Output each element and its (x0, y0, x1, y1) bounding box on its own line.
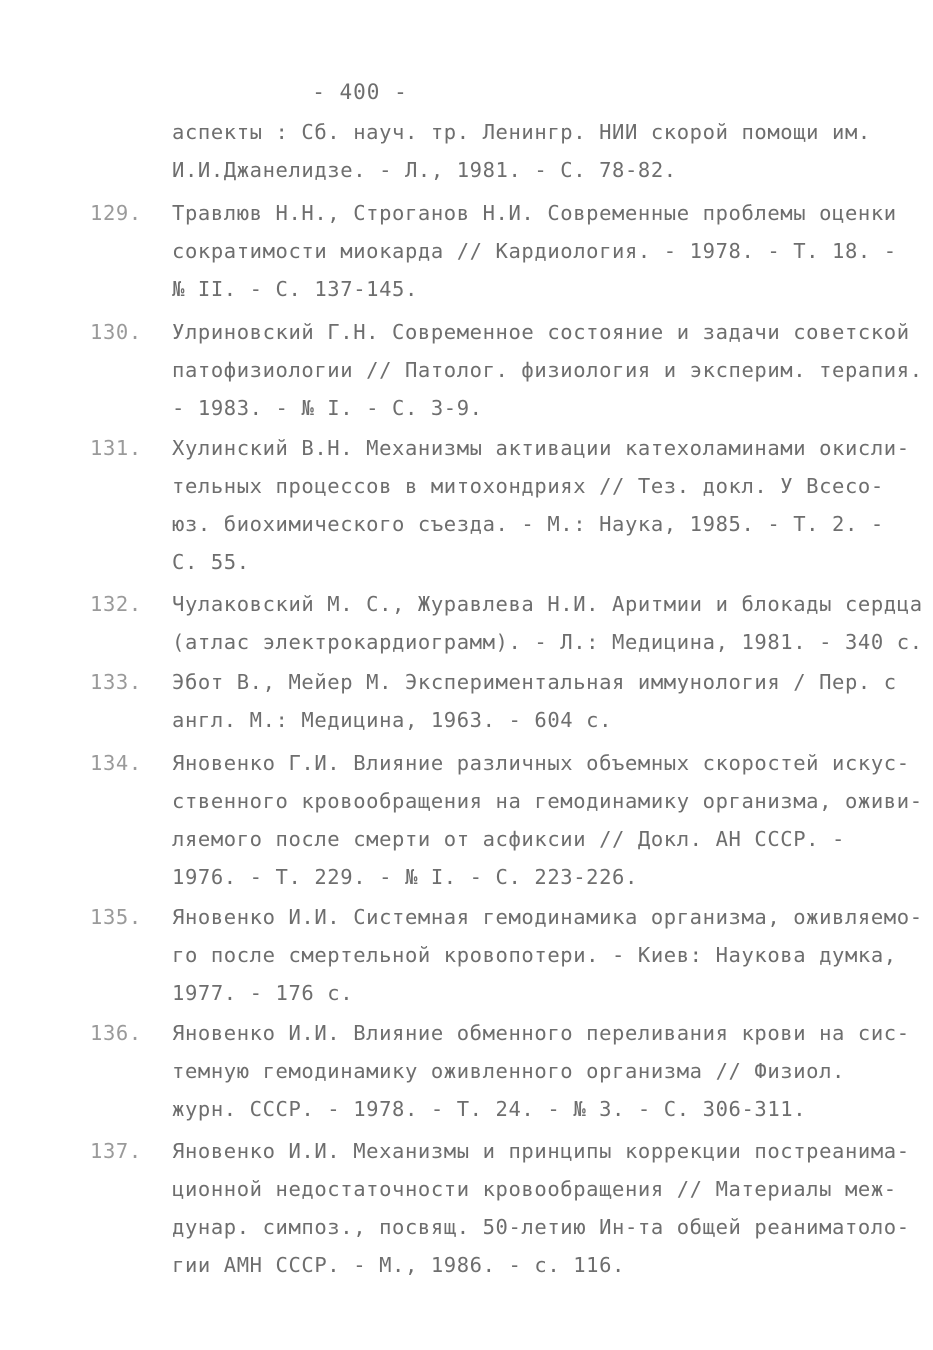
reference-entry-line (172, 867, 638, 888)
reference-entry-first-line (90, 672, 897, 693)
reference-entry-line (172, 791, 923, 812)
reference-entry-first-line (90, 438, 910, 459)
reference-number: 129. (90, 201, 142, 225)
reference-text: ственного кровообращения на гемодинамику организма, оживи- (172, 789, 923, 813)
reference-number: 131. (90, 436, 142, 460)
reference-entry-line (172, 1217, 910, 1238)
reference-entry-first-line (90, 1141, 910, 1162)
reference-text: Чулаковский М. С., Журавлева Н.И. Аритмии и блокады сердца (172, 592, 923, 616)
reference-entry-first-line (90, 203, 897, 224)
reference-number: 136. (90, 1021, 142, 1045)
reference-entry-line (172, 1179, 897, 1200)
reference-entry-line (172, 945, 897, 966)
reference-number: 134. (90, 751, 142, 775)
reference-text: Эбот В., Мейер М. Экспериментальная иммунология / Пер. с (172, 670, 897, 694)
reference-text: аспекты : Сб. науч. тр. Ленингр. НИИ скорой помощи им. (172, 120, 871, 144)
reference-text: С. 55. (172, 550, 250, 574)
reference-number: 132. (90, 592, 142, 616)
reference-text: тельных процессов в митохондриях // Тез. докл. У Всесо- (172, 474, 884, 498)
reference-text: Улриновский Г.Н. Современное состояние и задачи советской (172, 320, 910, 344)
reference-entry-line (172, 829, 845, 850)
reference-entry-first-line (90, 1023, 910, 1044)
reference-entry-first-line (90, 907, 923, 928)
reference-entry-line (172, 398, 483, 419)
reference-entry-line (172, 514, 884, 535)
reference-entry-first-line (90, 753, 910, 774)
reference-entry-line (172, 241, 897, 262)
reference-entry-line (172, 1061, 845, 1082)
reference-text: Яновенко И.И. Системная гемодинамика организма, оживляемо- (172, 905, 923, 929)
reference-entry-first-line (90, 322, 910, 343)
reference-text: гии АМН СССР. - М., 1986. - с. 116. (172, 1253, 625, 1277)
reference-text: ляемого после смерти от асфиксии // Докл. АН СССР. - (172, 827, 845, 851)
reference-entry-first-line (90, 594, 923, 615)
reference-text: И.И.Джанелидзе. - Л., 1981. - С. 78-82. (172, 158, 677, 182)
reference-text: журн. СССР. - 1978. - Т. 24. - № 3. - С. 306-311. (172, 1097, 807, 1121)
reference-entry-line (172, 160, 677, 181)
page-number: - 400 - (312, 80, 408, 104)
reference-entry-line (172, 122, 871, 143)
reference-text: англ. М.: Медицина, 1963. - 604 с. (172, 708, 613, 732)
reference-text: Хулинский В.Н. Механизмы активации катехоламинами окисли- (172, 436, 910, 460)
reference-text: Яновенко Г.И. Влияние различных объемных скоростей искус- (172, 751, 910, 775)
reference-text: 1976. - Т. 229. - № I. - С. 223-226. (172, 865, 638, 889)
reference-entry-line (172, 1099, 806, 1120)
reference-text: Яновенко И.И. Механизмы и принципы коррекции постреанима- (172, 1139, 910, 1163)
reference-number: 137. (90, 1139, 142, 1163)
reference-entry-line (172, 279, 418, 300)
reference-text: ционной недостаточности кровообращения // Материалы меж- (172, 1177, 897, 1201)
reference-text: 1977. - 176 с. (172, 981, 354, 1005)
reference-entry-line (172, 360, 923, 381)
reference-number: 133. (90, 670, 142, 694)
reference-text: № II. - С. 137-145. (172, 277, 418, 301)
reference-entry-line (172, 552, 250, 573)
reference-text: темную гемодинамику оживленного организма // Физиол. (172, 1059, 845, 1083)
reference-entry-line (172, 1255, 625, 1276)
reference-text: (атлас электрокардиограмм). - Л.: Медицина, 1981. - 340 с. (172, 630, 923, 654)
reference-text: Травлюв Н.Н., Строганов Н.И. Современные проблемы оценки (172, 201, 897, 225)
reference-number: 135. (90, 905, 142, 929)
reference-text: го после смертельной кровопотери. - Киев: Наукова думка, (172, 943, 897, 967)
reference-entry-line (172, 476, 884, 497)
reference-text: дунар. симпоз., посвящ. 50-летию Ин-та общей реаниматоло- (172, 1215, 910, 1239)
reference-entry-line (172, 983, 353, 1004)
reference-text: сократимости миокарда // Кардиология. - 1978. - Т. 18. - (172, 239, 897, 263)
reference-text: патофизиологии // Патолог. физиология и эксперим. терапия. (172, 358, 923, 382)
reference-text: Яновенко И.И. Влияние обменного переливания крови на сис- (172, 1021, 910, 1045)
reference-text: - 1983. - № I. - С. 3-9. (172, 396, 483, 420)
reference-entry-line (172, 710, 612, 731)
reference-text: юз. биохимического съезда. - М.: Наука, 1985. - Т. 2. - (172, 512, 884, 536)
reference-number: 130. (90, 320, 142, 344)
reference-entry-line (172, 632, 923, 653)
